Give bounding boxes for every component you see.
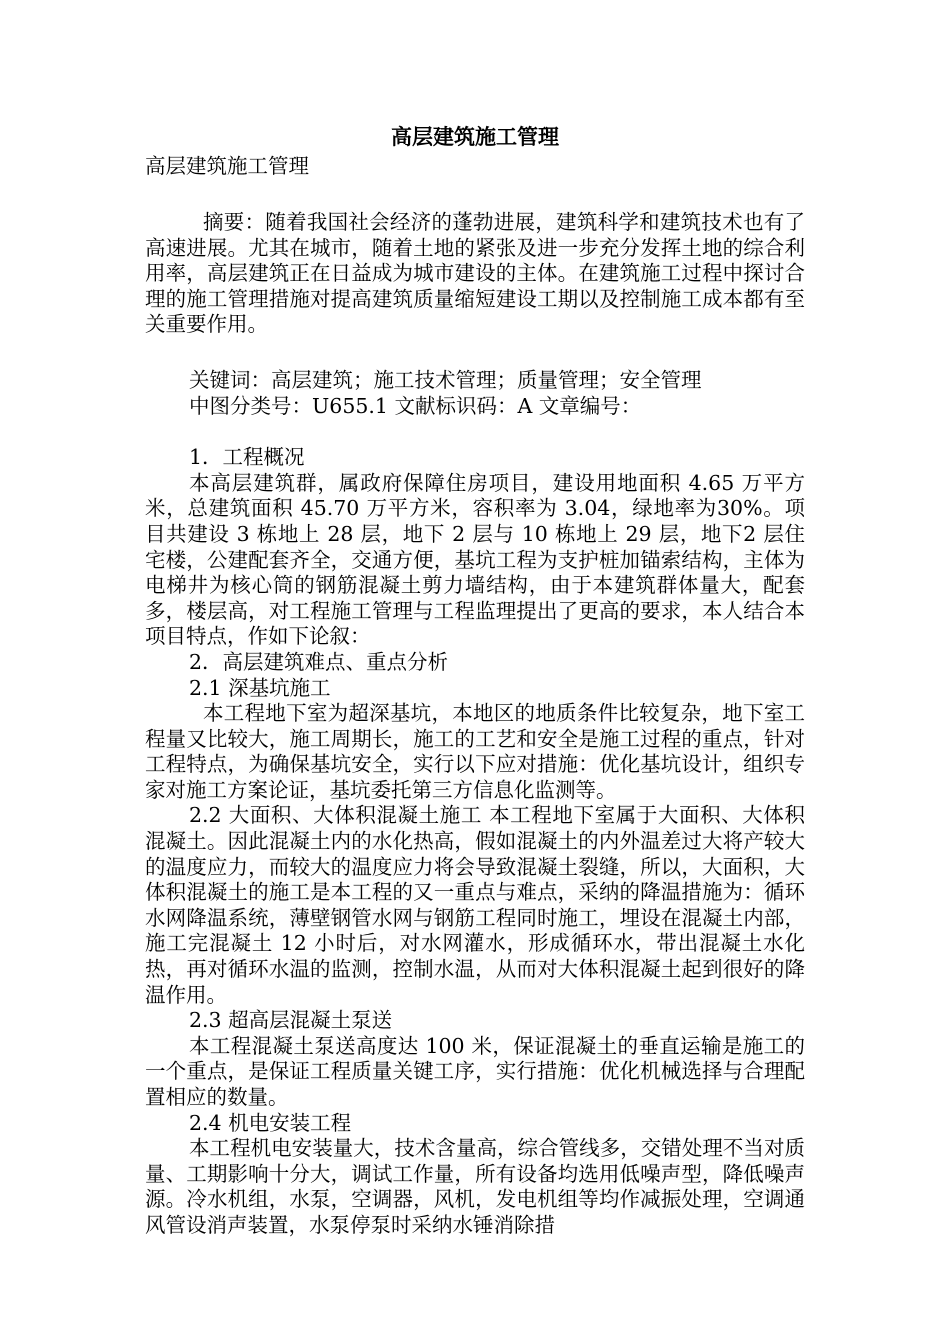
section-2-1-body: 本工程地下室为超深基坑，本地区的地质条件比较复杂，地下室工程量又比较大，施工周期长，施工的工艺和安全是施工过程的重点，针对工程特点，为确保基坑安全，实行以下应对措施：优化基坑设计，组织专家对施工方案论证，基坑委托第三方信息化监测等。 [145,701,805,802]
section-2-3-body: 本工程混凝土泵送高度达 100 米，保证混凝土的垂直运输是施工的一个重点，是保证工程质量关键工序，实行措施：优化机械选择与合理配置相应的数量。 [145,1033,805,1109]
spacer [145,338,805,368]
section-2-4-heading: 2.4 机电安装工程 [189,1110,352,1135]
section-1-body: 本高层建筑群，属政府保障住房项目，建设用地面积 4.65 万平方米，总建筑面积 45.70 万平方米，容积率为 3.04，绿地率为30%。项目共建设 3 栋地上 28 层，地下 2 层与 10 栋地上 29 层，地下2 层住宅楼，公建配套齐全，交通方便，基坑工程为支护桩加锚索结构，主体为电梯井为核心筒的钢筋混凝土剪力墙结构，由于本建筑群体量大，配套多，楼层高，对工程施工管理与工程监理提出了更高的要求，本人结合本项目特点，作如下论叙： [145,470,805,649]
section-2-4-body: 本工程机电安装量大，技术含量高，综合管线多，交错处理不当对质量、工期影响十分大，调试工作量，所有设备均选用低噪声型，降低噪声源。冷水机组，水泵，空调器，风机，发电机组等均作减振处理，空调通风管设消声装置，水泵停泵时采纳水锤消除措 [145,1136,805,1237]
section-2-3-heading: 2.3 超高层混凝土泵送 [189,1008,393,1033]
spacer [145,419,805,445]
abstract-paragraph: 摘要：随着我国社会经济的蓬勃进展，建筑科学和建筑技术也有了高速进展。尤其在城市，随着土地的紧张及进一步充分发挥土地的综合利用率，高层建筑正在日益成为城市建设的主体。在建筑施工过程中探讨合理的施工管理措施对提高建筑质量缩短建设工期以及控制施工成本都有至关重要作用。 [145,210,805,337]
keywords-line: 关键词：高层建筑；施工技术管理；质量管理；安全管理 [189,367,702,392]
document-page [145,120,805,1239]
section-2-2-body: 2.2 大面积、大体积混凝土施工 本工程地下室属于大面积、大体积混凝土。因此混凝土内的水化热高，假如混凝土的内外温差过大将产较大的温度应力，而较大的温度应力将会导致混凝土裂缝，所以，大面积，大体积混凝土的施工是本工程的又一重点与难点，采纳的降温措施为：循环水网降温系统，薄壁钢管水网与钢筋工程同时施工，埋设在混凝土内部，施工完混凝土 12 小时后，对水网灌水，形成循环水，带出混凝土水化热，再对循环水温的监测，控制水温，从而对大体积混凝土起到很好的降温作用。 [145,803,805,1007]
section-1-heading: 1．工程概况 [189,445,305,470]
document-title: 高层建筑施工管理 [391,124,559,149]
classification-line: 中图分类号：U655.1 文献标识码：A 文章编号： [189,393,642,418]
section-2-heading: 2．高层建筑难点、重点分析 [189,649,449,674]
section-2-1-heading: 2.1 深基坑施工 [189,675,331,700]
document-subtitle: 高层建筑施工管理 [145,154,309,178]
spacer [145,180,805,210]
